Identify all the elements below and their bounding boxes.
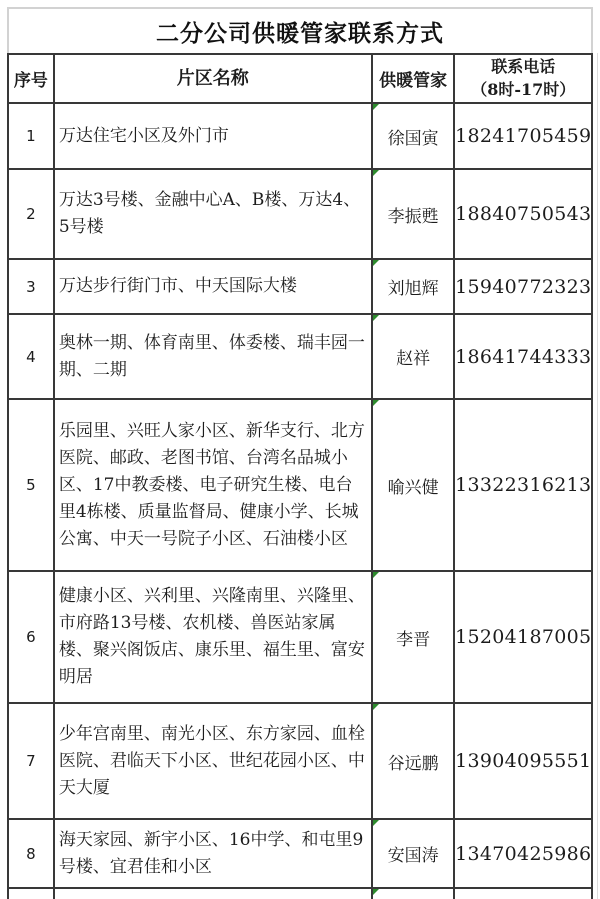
cell-manager: [373, 704, 456, 820]
table-row-cutoff: [9, 889, 593, 899]
error-triangle-icon: [373, 889, 379, 895]
header-phone-line2: （8时-17时）: [471, 79, 576, 99]
cell-phone: 13904095551: [455, 704, 593, 820]
manager-name: 赵祥: [396, 349, 431, 369]
manager-name: 安国涛: [387, 846, 439, 866]
error-triangle-icon: [373, 260, 379, 266]
cell-area: 健康小区、兴利里、兴隆南里、兴隆里、市府路13号楼、农机楼、兽医站家属楼、聚兴阁饭店、康乐里、福生里、富安明居: [55, 572, 373, 704]
cell-manager: [373, 170, 456, 260]
cell-no: 2: [9, 170, 55, 260]
table-row: [9, 170, 593, 260]
cell-area: 万达3号楼、金融中心A、B楼、万达4、5号楼: [55, 170, 373, 260]
cell-manager: [373, 572, 456, 704]
cell-no: 5: [9, 400, 55, 572]
cell-manager: [373, 104, 456, 170]
cell-area: 海天家园、新宇小区、16中学、和屯里9号楼、宜君佳和小区: [55, 820, 373, 889]
cell-no: 4: [9, 315, 55, 400]
cell-area: 奥林一期、体育南里、体委楼、瑞丰园一期、二期: [55, 315, 373, 400]
manager-name: 李晋: [396, 629, 431, 650]
error-triangle-icon: [373, 104, 379, 110]
cell-manager: [373, 820, 456, 889]
cell-area: 万达住宅小区及外门市: [55, 104, 373, 170]
cell-phone: 15204187005: [455, 572, 593, 704]
error-triangle-icon: [373, 572, 379, 578]
cell-area: 万达步行街门市、中天国际大楼: [55, 260, 373, 315]
contact-table: [7, 53, 593, 899]
cell-manager: [373, 315, 456, 400]
table-row: [9, 260, 593, 315]
cell-phone: 13322316213: [455, 400, 593, 572]
header-area-name: 片区名称: [55, 55, 373, 104]
cell-manager: [373, 400, 456, 572]
cell-area: [55, 889, 373, 899]
cell-no: 8: [9, 820, 55, 889]
cell-area: 少年宫南里、南光小区、东方家园、血栓医院、君临天下小区、世纪花园小区、中天大厦: [55, 704, 373, 820]
header-contact-phone: [455, 55, 593, 104]
header-serial-number: 序号: [9, 55, 55, 104]
cell-no: 1: [9, 104, 55, 170]
table-row: [9, 820, 593, 889]
cell-manager: [373, 889, 456, 899]
error-triangle-icon: [373, 704, 379, 710]
table-row: [9, 104, 593, 170]
cell-no: 3: [9, 260, 55, 315]
cell-manager: [373, 260, 456, 315]
manager-name: 李振甦: [387, 206, 439, 227]
error-triangle-icon: [373, 820, 379, 826]
cell-no: 7: [9, 704, 55, 820]
cell-no: 6: [9, 572, 55, 704]
cell-no: [9, 889, 55, 899]
cell-phone: [455, 889, 593, 899]
error-triangle-icon: [373, 315, 379, 321]
cell-phone: 15940772323: [455, 260, 593, 315]
table-row: [9, 315, 593, 400]
error-triangle-icon: [373, 170, 379, 176]
table-row: [9, 400, 593, 572]
error-triangle-icon: [373, 400, 379, 406]
cell-phone: 18241705459: [455, 104, 593, 170]
spreadsheet-gridline: [597, 53, 598, 899]
page-title: 二分公司供暖管家联系方式: [7, 7, 593, 54]
header-heating-manager: 供暖管家: [373, 55, 456, 104]
cell-phone: 18840750543: [455, 170, 593, 260]
cell-phone: 13470425986: [455, 820, 593, 889]
manager-name: 刘旭辉: [387, 279, 439, 299]
table-header-row: [9, 55, 593, 104]
header-phone-line1: 联系电话: [491, 57, 556, 77]
cell-phone: 18641744333: [455, 315, 593, 400]
manager-name: 谷远鹏: [387, 753, 439, 774]
manager-name: 徐国寅: [387, 128, 439, 149]
table-row: [9, 572, 593, 704]
table-row: [9, 704, 593, 820]
cell-area: 乐园里、兴旺人家小区、新华支行、北方医院、邮政、老图书馆、台湾名品城小区、17中教委楼、电子研究生楼、电台里4栋楼、质量监督局、健康小学、长城公寓、中天一号院子小区、石油楼小区: [55, 400, 373, 572]
manager-name: 喻兴健: [387, 477, 439, 498]
